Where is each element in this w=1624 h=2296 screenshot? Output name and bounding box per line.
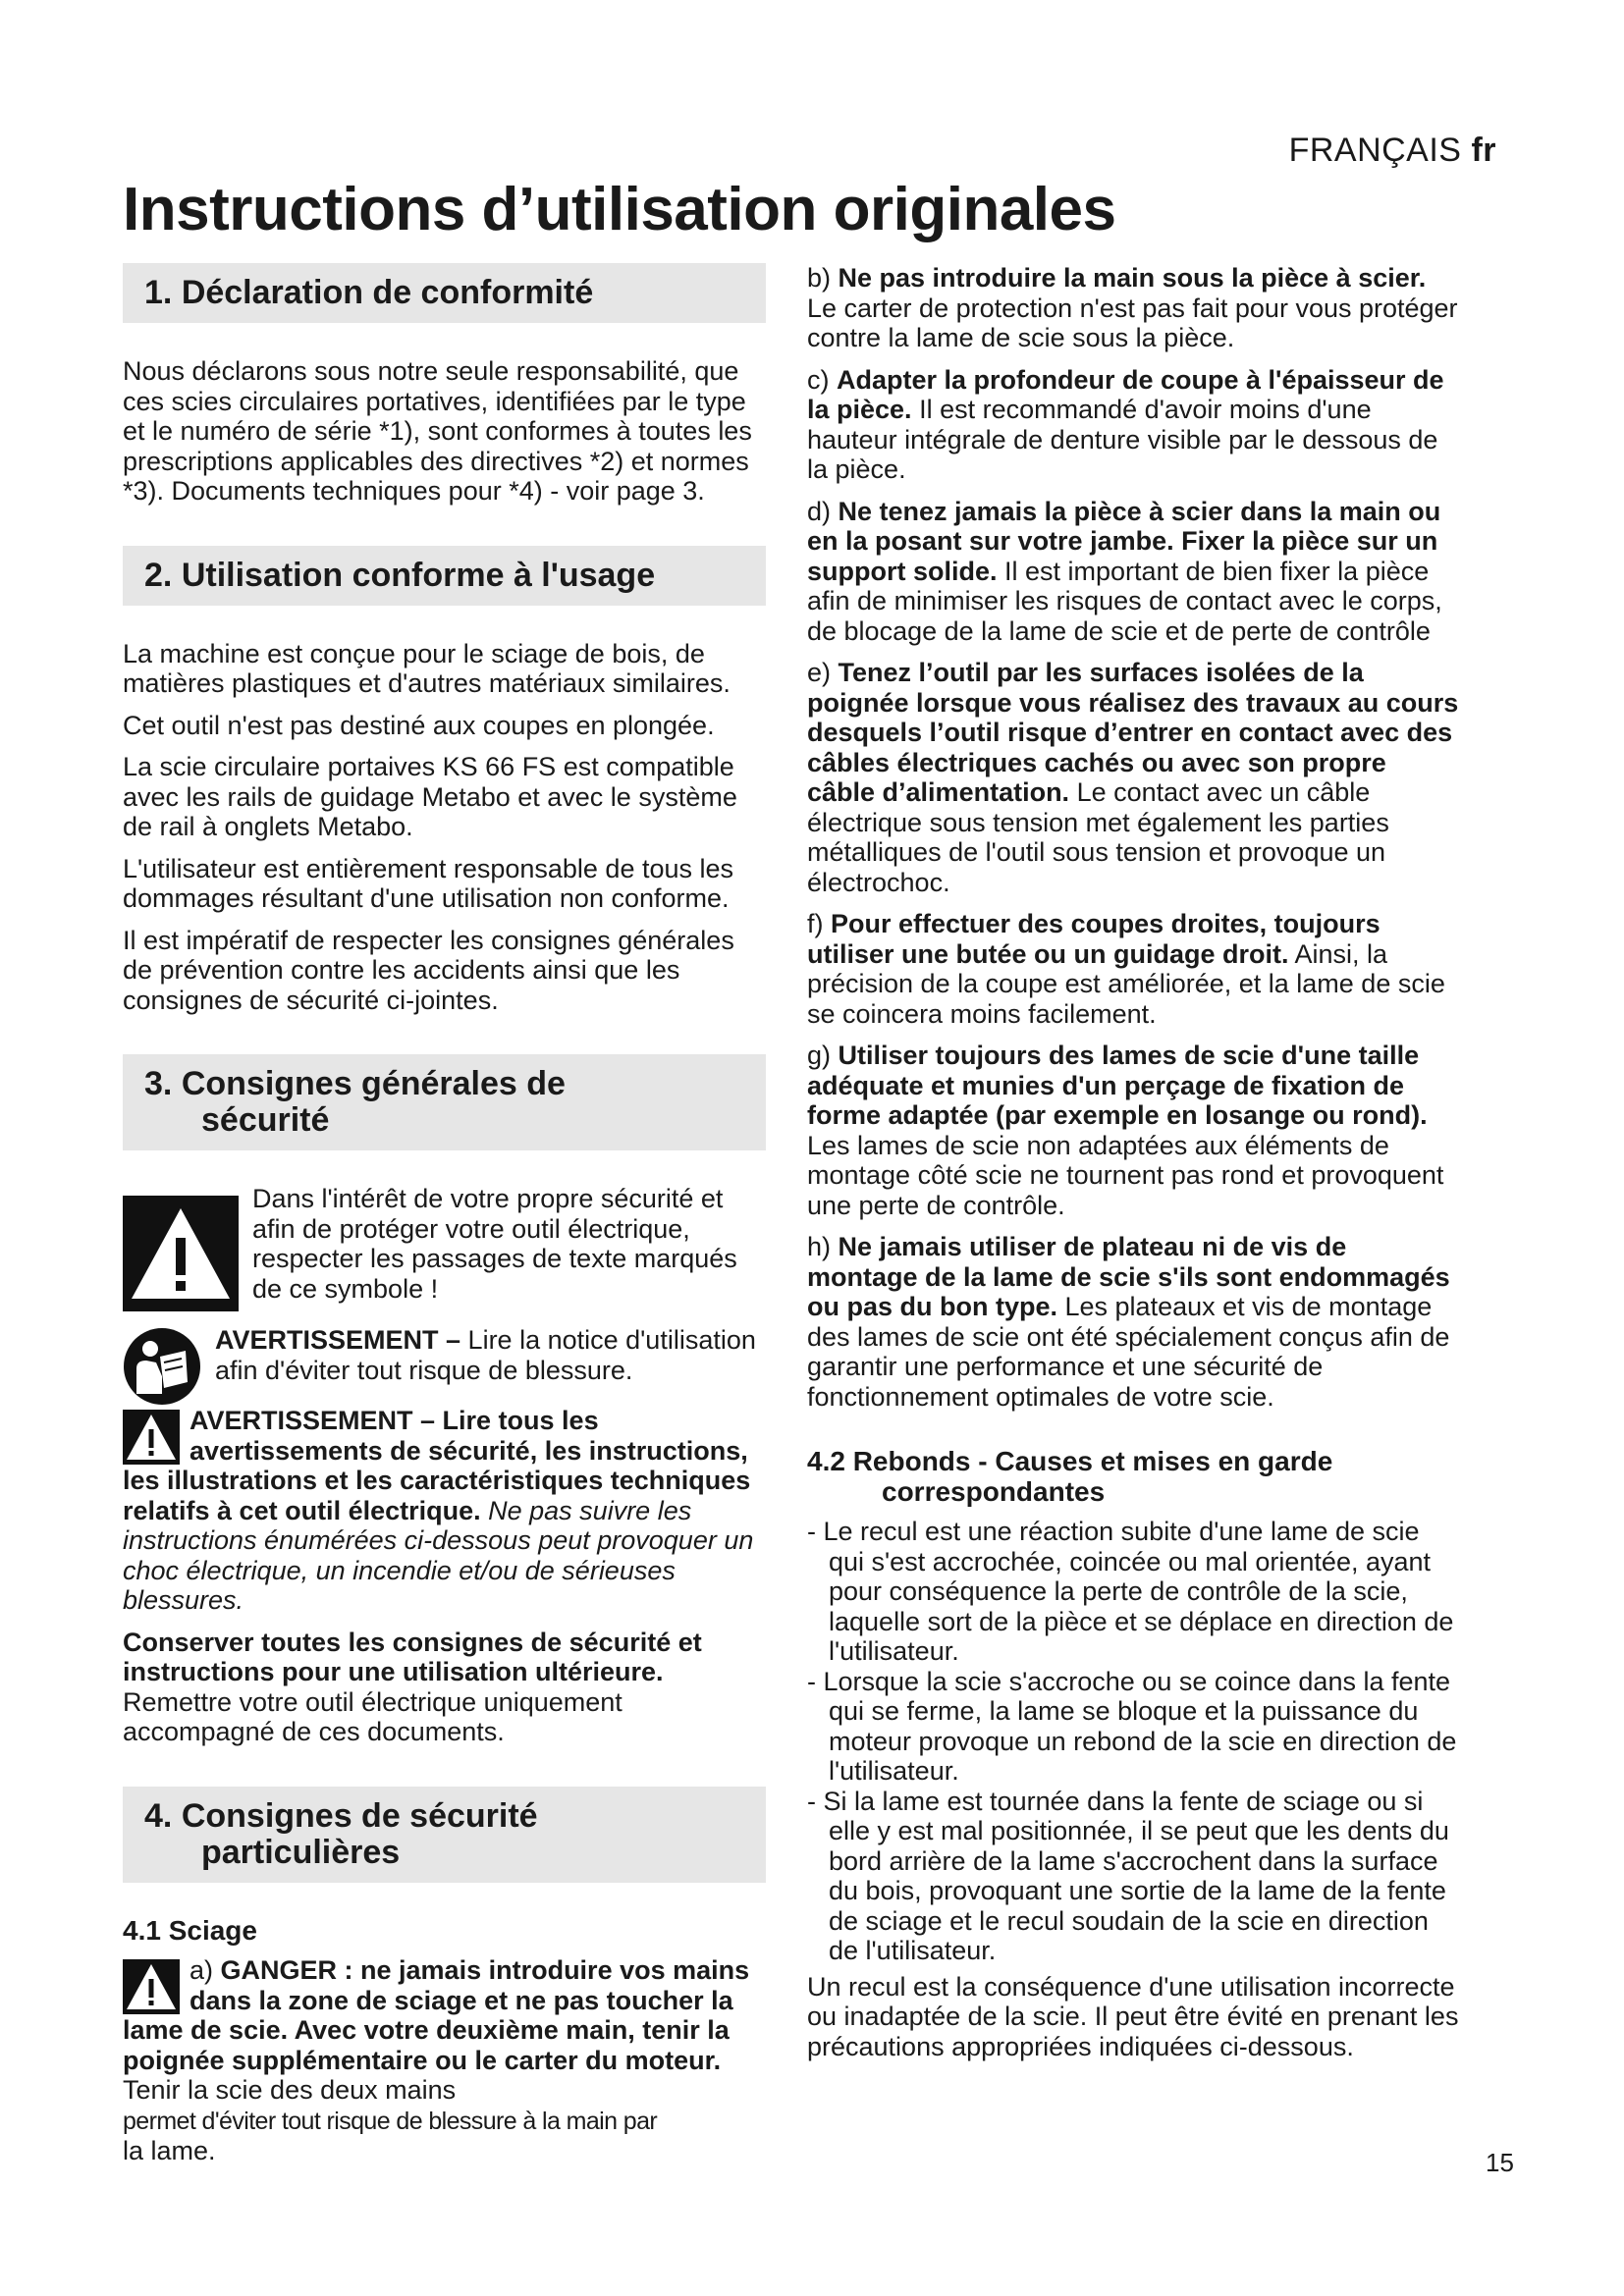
section-2-p2: Cet outil n'est pas destiné aux coupes en plongée. <box>123 710 715 740</box>
warning-triangle-icon <box>123 1410 180 1465</box>
item-h-label: h) <box>807 1232 839 1261</box>
subsection-4-2-heading <box>807 1447 1460 1507</box>
section-3-number: 3. <box>144 1065 173 1102</box>
item-c-bold: Adapter la profondeur de coupe à l'épaisseur de la pièce. <box>807 364 1444 424</box>
kickback-causes-list <box>807 1517 1460 1966</box>
subsection-4-1-heading: 4.1 Sciage <box>123 1914 257 1946</box>
section-2-p1: La machine est conçue pour le sciage de bois, de matières plastiques et d'autres matériaux similaires. <box>123 638 731 698</box>
item-b-label: b) <box>807 263 839 293</box>
item-b <box>807 263 1460 353</box>
warning-triangle-icon <box>123 1196 239 1311</box>
keep-instructions <box>123 1628 766 1747</box>
read-all-warnings <box>123 1406 766 1616</box>
item-d-label: d) <box>807 496 839 526</box>
item-c-label: c) <box>807 364 837 395</box>
section-4-title-line1: Consignes de sécurité <box>181 1796 538 1835</box>
list-item: - Si la lame est tournée dans la fente de sciage ou si elle y est mal positionnée, il se peut que les dents du bord arrière de la lame s'accrochent dans la surface du bois, provoquant une sortie de la lame de la fente de sciage et le recul soudain de la scie en direction de l'utilisateur. <box>807 1786 1449 1965</box>
item-d <box>807 497 1460 647</box>
read-manual-warning <box>123 1325 766 1385</box>
page-title: Instructions d’utilisation originales <box>123 176 1116 243</box>
section-3-heading <box>123 1054 766 1150</box>
read-manual-text: Lire la notice d'utilisation afin d'éviter tout risque de blessure. <box>215 1325 756 1385</box>
item-c <box>807 365 1460 485</box>
section-1-title: Déclaration de conformité <box>181 274 594 311</box>
item-e <box>807 658 1460 897</box>
list-item: - Le recul est une réaction subite d'une lame de scie qui s'est accrochée, coincée ou mal orientée, ayant pour conséquence la perte de contrôle de la scie, laquelle sort de la pièce et se déplace en direction de l'utilisateur. <box>807 1517 1454 1666</box>
item-e-text: Le contact avec un câble électrique sous tension met également les parties métalliques de l'outil sous tension et provoque un électrochoc. <box>807 777 1389 897</box>
item-f-label: f) <box>807 909 831 938</box>
language-label <box>1289 132 1496 170</box>
item-f <box>807 909 1460 1029</box>
item-b-bold: Ne pas introduire la main sous la pièce à scier. <box>838 263 1427 293</box>
item-d-bold: Ne tenez jamais la pièce à scier dans la main ou en la posant sur votre jambe. Fixer la pièce sur un support solide. <box>807 496 1441 586</box>
warning-intro-text: Dans l'intérêt de votre propre sécurité et afin de protéger votre outil électrique, respecter les passages de texte marqués de ce symbole ! <box>252 1184 737 1304</box>
section-3-title-line2: sécurité <box>201 1101 330 1139</box>
section-2-p3: La scie circulaire portaives KS 66 FS est compatible avec les rails de guidage Metabo et avec le système de rail à onglets Metabo. <box>123 752 737 841</box>
read-manual-icon <box>123 1327 201 1406</box>
item-g-text: Les lames de scie non adaptées aux éléments de montage côté scie ne tournent pas rond et provoquent une perte de contrôle. <box>807 1130 1444 1220</box>
section-2-heading <box>123 546 766 606</box>
item-d-text: Il est important de bien fixer la pièce afin de minimiser les risques de contact avec le corps, de blocage de la lame de scie et de perte de contrôle <box>807 556 1442 646</box>
warning-symbol-intro <box>123 1184 766 1315</box>
section-2-p4: L'utilisateur est entièrement responsable de tous les dommages résultant d'une utilisation non conforme. <box>123 853 734 913</box>
read-manual-bold: AVERTISSEMENT – <box>215 1325 461 1355</box>
sawing-danger-warning <box>123 1955 766 2166</box>
item-h-text: Les plateaux et vis de montage des lames de scie ont été spécialement conçus afin de garantir une performance et une sécurité de fonctionnement optimales de votre scie. <box>807 1292 1450 1412</box>
section-1-number: 1. <box>144 274 173 311</box>
section-4-title-line2: particulières <box>201 1833 401 1871</box>
item-c-text: Il est recommandé d'avoir moins d'une hauteur intégrale de denture visible par le dessous de la pièce. <box>807 395 1438 484</box>
page-number: 15 <box>1486 2148 1514 2177</box>
right-column <box>807 263 1460 2073</box>
item-a-bold: GANGER : ne jamais introduire vos mains dans la zone de sciage et ne pas toucher la lame de scie. Avec votre deuxième main, tenir la poignée supplémentaire ou le carter du moteur. <box>123 1955 750 2075</box>
item-f-bold: Pour effectuer des coupes droites, toujours utiliser une butée ou un guidage droit. <box>807 909 1380 969</box>
section-1-heading <box>123 263 766 323</box>
read-all-warnings-bold: AVERTISSEMENT – Lire tous les avertissements de sécurité, les instructions, les illustrations et les caractéristiques techniques relatifs à cet outil électrique. <box>123 1406 751 1525</box>
warning-triangle-icon <box>123 1959 180 2014</box>
item-f-text: Ainsi, la précision de la coupe est améliorée, et la lame de scie se coincera moins facilement. <box>807 938 1445 1029</box>
item-g-bold: Utiliser toujours des lames de scie d'une taille adéquate et munies d'un perçage de fixation de forme adaptée (par exemple en losange ou rond). <box>807 1041 1428 1130</box>
item-e-bold: Tenez l’outil par les surfaces isolées de la poignée lorsque vous réalisez des travaux au cours desquels l’outil risque d’entrer en contact avec des câbles électriques cachés ou avec son propre câble d’alimentation. <box>807 658 1459 807</box>
item-g <box>807 1041 1460 1220</box>
item-e-label: e) <box>807 658 839 687</box>
item-h <box>807 1232 1460 1412</box>
keep-instructions-bold: Conserver toutes les consignes de sécurité et instructions pour une utilisation ultérieure. <box>123 1627 702 1686</box>
language-name: FRANÇAIS <box>1288 132 1462 169</box>
language-code: fr <box>1471 132 1496 169</box>
item-a-text-line2: permet d'éviter tout risque de blessure à la main par <box>123 2107 658 2135</box>
item-h-bold: Ne jamais utiliser de plateau ni de vis de montage de la lame de scie s'ils sont endommagés ou pas du bon type. <box>807 1232 1450 1321</box>
item-a-label: a) <box>189 1955 221 1985</box>
section-2-title: Utilisation conforme à l'usage <box>181 556 656 594</box>
section-4-heading <box>123 1787 766 1883</box>
section-2-p5: Il est impératif de respecter les consignes générales de prévention contre les accidents ainsi que les consignes de sécurité ci-jointes. <box>123 925 734 1015</box>
left-column <box>123 263 766 2178</box>
kickback-conclusion: Un recul est la conséquence d'une utilisation incorrecte ou inadaptée de la scie. Il peut être évité en prenant les précautions appropriées indiquées ci-dessous. <box>807 1971 1459 2061</box>
section-4-number: 4. <box>144 1796 173 1835</box>
read-all-warnings-italic: Ne pas suivre les instructions énumérées ci-dessous peut provoquer un choc électrique, un incendie et/ou de sérieuses blessures. <box>123 1495 754 1615</box>
subsection-4-2-line1: 4.2 Rebonds - Causes et mises en garde <box>807 1446 1333 1476</box>
item-a-text-line3: la lame. <box>123 2136 216 2165</box>
section-1-body: Nous déclarons sous notre seule responsabilité, que ces scies circulaires portatives, identifiées par le type et le numéro de série *1), sont conformes à toutes les prescriptions applicables des directives *2) et normes *3). Documents techniques pour *4) - voir page 3. <box>123 356 752 506</box>
list-item: - Lorsque la scie s'accroche ou se coince dans la fente qui se ferme, la lame se bloque et la puissance du moteur provoque un rebond de la scie en direction de l'utilisateur. <box>807 1666 1457 1786</box>
item-a-text: Tenir la scie des deux mains <box>123 2075 457 2105</box>
section-3-title-line1: Consignes générales de <box>181 1065 566 1102</box>
item-g-label: g) <box>807 1041 839 1070</box>
subsection-4-2-line2: correspondantes <box>882 1475 1106 1507</box>
keep-instructions-text: Remettre votre outil électrique uniquement accompagné de ces documents. <box>123 1686 623 1746</box>
item-b-text: Le carter de protection n'est pas fait pour vous protéger contre la lame de scie sous la pièce. <box>807 293 1458 352</box>
section-2-number: 2. <box>144 556 173 594</box>
